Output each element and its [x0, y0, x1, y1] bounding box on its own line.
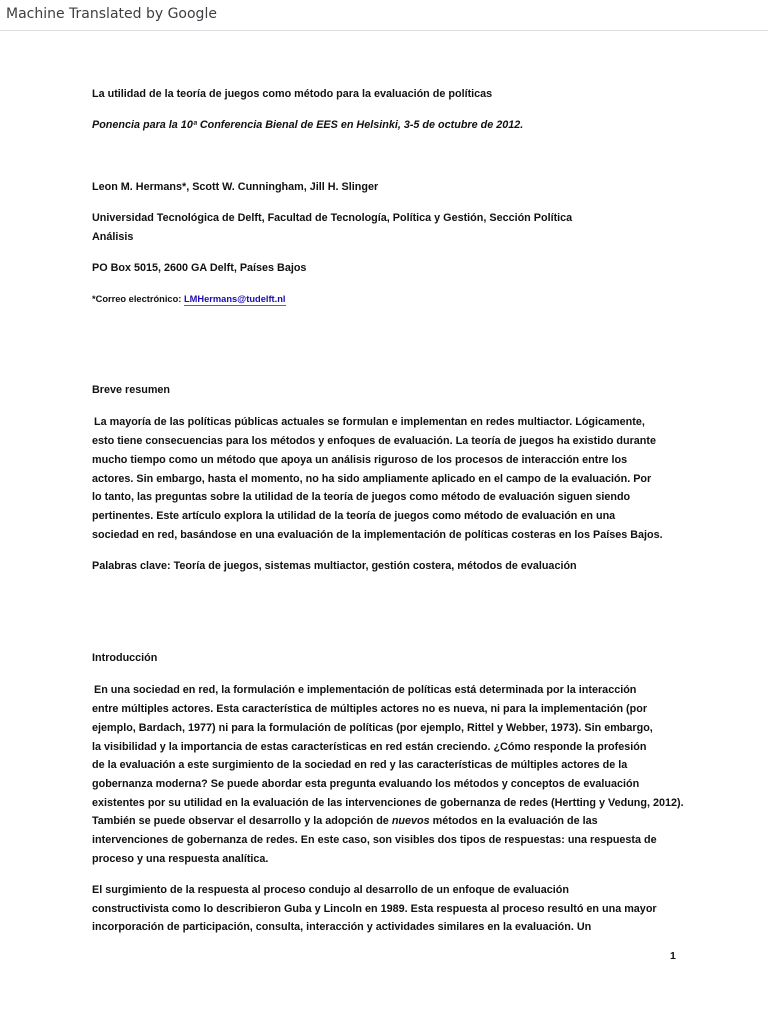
authors: Leon M. Hermans*, Scott W. Cunningham, Jill H. Slinger	[92, 181, 379, 193]
keywords: Palabras clave: Teoría de juegos, sistemas multiactor, gestión costera, métodos de evaluación	[92, 560, 577, 572]
intro-line: existentes por su utilidad en la evaluación de las intervenciones de gobernanza de redes (Hertting y Vedung, 2012).	[92, 797, 684, 809]
intro-line-italic: nuevos	[391, 815, 430, 827]
machine-translated-label: Machine Translated by Google	[6, 6, 217, 22]
intro-line: proceso y una respuesta analítica.	[92, 853, 269, 865]
abstract-heading: Breve resumen	[92, 384, 171, 396]
intro-line: constructivista como lo describieron Guba y Lincoln en 1989. Esta respuesta al proceso resultó en una mayor	[92, 903, 657, 915]
introduction-heading: Introducción	[92, 652, 158, 664]
intro-line: gobernanza moderna? Se puede abordar esta pregunta evaluando los métodos y conceptos de evaluación	[92, 778, 640, 790]
intro-line: En una sociedad en red, la formulación e implementación de políticas está determinada por la interacción	[94, 684, 637, 696]
intro-line: ejemplo, Bardach, 1977) ni para la formulación de políticas (por ejemplo, Rittel y Webber, 1973). Sin embargo,	[92, 722, 653, 734]
intro-line: la visibilidad y la importancia de estas características en red están creciendo. ¿Cómo responde la profesión	[92, 741, 647, 753]
page-number: 1	[670, 950, 676, 962]
abstract-line: La mayoría de las políticas públicas actuales se formulan e implementan en redes multiactor. Lógicamente,	[94, 416, 645, 428]
intro-line: entre múltiples actores. Esta característica de múltiples actores no es nueva, ni para la implementación (por	[92, 703, 648, 715]
email-prefix: *Correo electrónico:	[92, 294, 184, 304]
intro-line: de la evaluación a este surgimiento de la sociedad en red y las características de múltiples actores de la	[92, 759, 628, 771]
document-title: La utilidad de la teoría de juegos como método para la evaluación de políticas	[92, 88, 493, 100]
address: PO Box 5015, 2600 GA Delft, Países Bajos	[92, 262, 307, 274]
email-line	[92, 292, 286, 306]
affiliation-line-1: Universidad Tecnológica de Delft, Facultad de Tecnología, Política y Gestión, Sección Política	[92, 212, 573, 224]
intro-line: intervenciones de gobernanza de redes. En este caso, son visibles dos tipos de respuestas: una respuesta de	[92, 834, 657, 846]
abstract-line: sociedad en red, basándose en una evaluación de la implementación de políticas costeras en los Países Bajos.	[92, 529, 663, 541]
abstract-line: mucho tiempo como un método que apoya un análisis riguroso de los procesos de interacción entre los	[92, 454, 628, 466]
translation-banner	[0, 0, 768, 31]
intro-line: El surgimiento de la respuesta al proceso condujo al desarrollo de un enfoque de evaluación	[92, 884, 569, 896]
affiliation-line-2: Análisis	[92, 231, 134, 243]
intro-line: incorporación de participación, consulta, interacción y actividades similares en la evaluación. Un	[92, 921, 592, 933]
document-subtitle: Ponencia para la 10ª Conferencia Bienal de EES en Helsinki, 3-5 de octubre de 2012.	[92, 119, 524, 131]
abstract-line: actores. Sin embargo, hasta el momento, no ha sido ampliamente aplicado en el campo de la evaluación. Por	[92, 473, 652, 485]
intro-line-part: métodos en la evaluación de las	[429, 815, 598, 827]
email-link[interactable]: LMHermans@tudelft.nl	[183, 294, 286, 304]
abstract-line: pertinentes. Este artículo explora la utilidad de la teoría de juegos como método de evaluación en una	[92, 510, 616, 522]
abstract-line: esto tiene consecuencias para los métodos y enfoques de evaluación. La teoría de juegos ha existido durante	[92, 435, 657, 447]
intro-line	[92, 814, 598, 828]
intro-line-part: También se puede observar el desarrollo y la adopción de	[92, 815, 392, 827]
abstract-line: lo tanto, las preguntas sobre la utilidad de la teoría de juegos como método de evaluación siguen siendo	[92, 491, 631, 503]
